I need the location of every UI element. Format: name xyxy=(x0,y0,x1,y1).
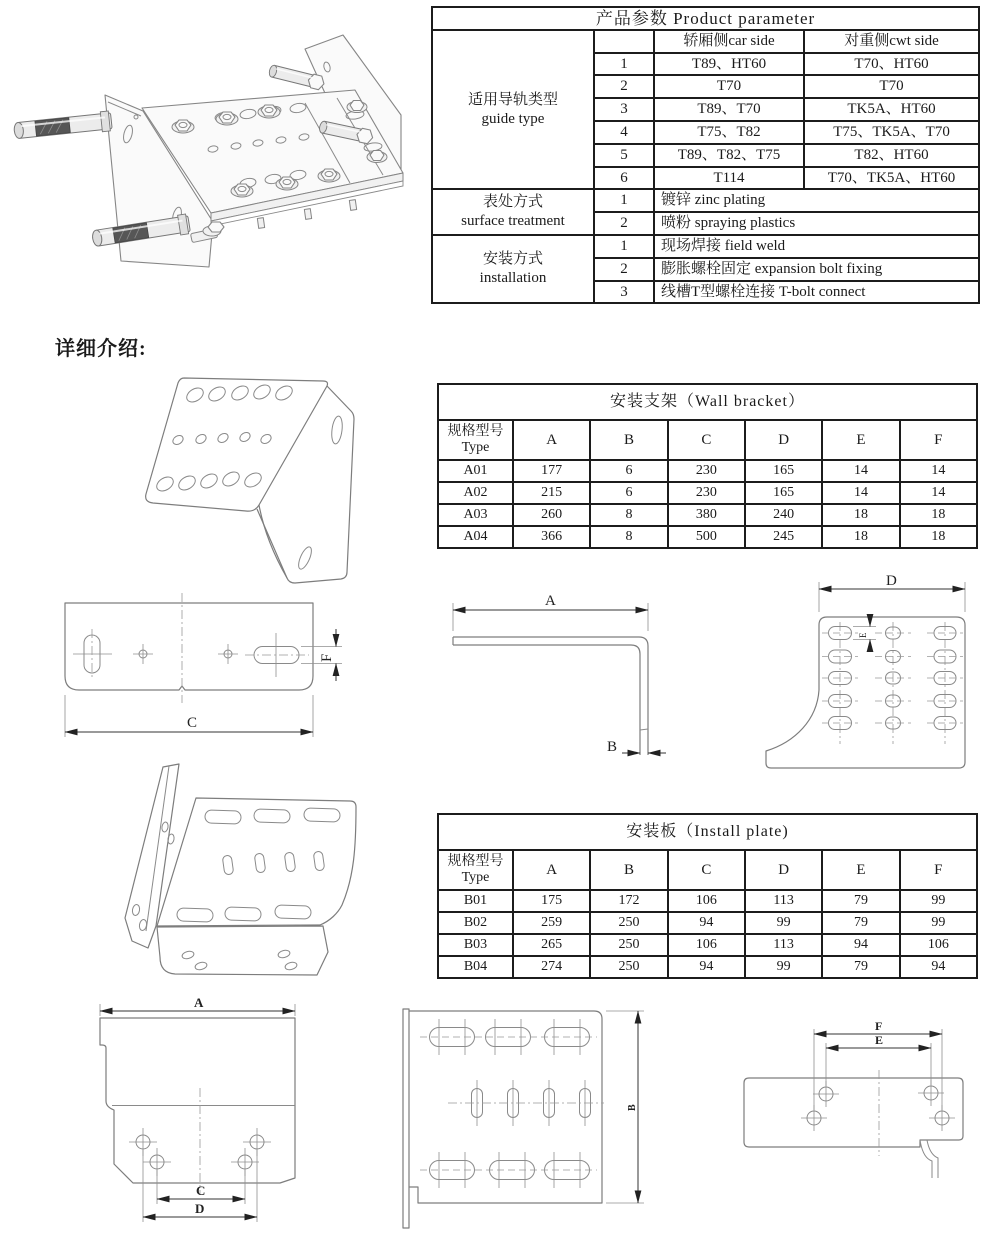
dim-label-d: D xyxy=(886,573,897,589)
face-slots-top xyxy=(420,1019,597,1055)
dimension-a xyxy=(453,593,648,631)
table-row: 安装方式 installation 1 现场焊接 field weld xyxy=(432,235,979,258)
iso-flange-holes xyxy=(181,949,297,971)
table-row: A04 366 8 500 245 18 18 xyxy=(438,526,977,548)
wall-bracket-iso-drawing xyxy=(140,362,370,587)
dim-label-b: B xyxy=(627,1104,638,1111)
car-side-header: 轿厢侧car side xyxy=(654,30,804,53)
table-row: 2 T70 T70 xyxy=(432,75,979,98)
product-table-title: 产品参数 Product parameter xyxy=(432,7,979,30)
type-header: 规格型号 Type xyxy=(438,420,513,460)
dimension-a xyxy=(100,995,295,1016)
face-slots-bottom xyxy=(420,1152,597,1188)
wall-bracket-table-title: 安装支架（Wall bracket） xyxy=(438,384,977,420)
dim-label-f: F xyxy=(319,653,335,662)
table-row: 2 膨胀螺栓固定 expansion bolt fixing xyxy=(432,258,979,281)
table-row: A01 177 6 230 165 14 14 xyxy=(438,460,977,482)
type-header: 规格型号 Type xyxy=(438,850,513,890)
table-row: 1 T89、HT60 T70、HT60 xyxy=(432,53,979,76)
guide-header-row xyxy=(432,30,979,53)
dim-label-d: D xyxy=(195,1201,205,1216)
surface-treatment-label: 表处方式 surface treatment xyxy=(432,189,594,235)
header-row: 规格型号 Type A B C D E F xyxy=(438,420,977,460)
table-row: 5 T89、T82、T75 T82、HT60 xyxy=(432,144,979,167)
dimension-b xyxy=(607,739,666,755)
dim-label-c: C xyxy=(196,1183,206,1198)
iso-slots-row-1 xyxy=(184,382,295,405)
wall-bracket-side-view xyxy=(752,572,997,777)
side-view-slots xyxy=(822,627,963,730)
wall-bracket-front-view xyxy=(45,585,360,750)
dim-label-a: A xyxy=(545,593,556,609)
install-plate-face-view xyxy=(392,990,658,1252)
table-row: 3 线槽T型螺栓连接 T-bolt connect xyxy=(432,281,979,304)
dim-label-e: E xyxy=(875,1033,884,1047)
assembly-3d-drawing xyxy=(5,15,430,295)
dimension-f xyxy=(301,629,342,681)
header-row: 规格型号 Type A B C D E F xyxy=(438,850,977,890)
table-row: 表处方式 surface treatment 1 镀锌 zinc plating xyxy=(432,189,979,212)
bracket-l-profile-view xyxy=(445,585,680,760)
iso-slots-row-2 xyxy=(171,431,273,447)
iso-slots-row-3 xyxy=(154,469,264,494)
dim-label-e: E xyxy=(858,632,868,638)
dim-label-c: C xyxy=(187,715,198,731)
install-plate-iso-drawing xyxy=(120,755,380,990)
face-slots-middle xyxy=(448,1080,604,1126)
dimension-b xyxy=(606,1011,644,1203)
table-row: 2 喷粉 spraying plastics xyxy=(432,212,979,235)
anchor-bolt-1 xyxy=(13,111,112,141)
dimension-c xyxy=(157,1170,245,1204)
table-row: A02 215 6 230 165 14 14 xyxy=(438,482,977,504)
install-plate-front-view xyxy=(60,990,340,1240)
dim-label-f: F xyxy=(875,1019,883,1033)
dim-label-b: B xyxy=(607,739,618,755)
wall-bracket-table xyxy=(437,383,978,549)
dimension-c xyxy=(65,695,313,737)
empty-cell xyxy=(594,30,654,53)
product-parameter-table xyxy=(431,6,980,304)
table-row: 6 T114 T70、TK5A、HT60 xyxy=(432,167,979,190)
mount-holes xyxy=(801,1080,955,1131)
install-plate-table-title: 安装板（Install plate) xyxy=(438,814,977,850)
dimension-d xyxy=(819,573,965,612)
table-row: B04 274 250 94 99 79 94 xyxy=(438,956,977,978)
table-row: B03 265 250 106 113 94 106 xyxy=(438,934,977,956)
dim-label-a: A xyxy=(194,995,204,1010)
table-row: 3 T89、T70 TK5A、HT60 xyxy=(432,98,979,121)
installation-label: 安装方式 installation xyxy=(432,235,594,303)
section-heading: 详细介绍: xyxy=(55,338,147,360)
iso-plate-slots xyxy=(177,808,340,922)
table-row: B01 175 172 106 113 79 99 xyxy=(438,890,977,912)
install-plate-table xyxy=(437,813,978,979)
install-plate-top-view xyxy=(732,1012,988,1178)
cwt-side-header: 对重侧cwt side xyxy=(804,30,979,53)
table-row: B02 259 250 94 99 79 99 xyxy=(438,912,977,934)
table-row: A03 260 8 380 240 18 18 xyxy=(438,504,977,526)
guide-type-label: 适用导轨类型 guide type xyxy=(432,30,594,190)
table-row: 4 T75、T82 T75、TK5A、T70 xyxy=(432,121,979,144)
